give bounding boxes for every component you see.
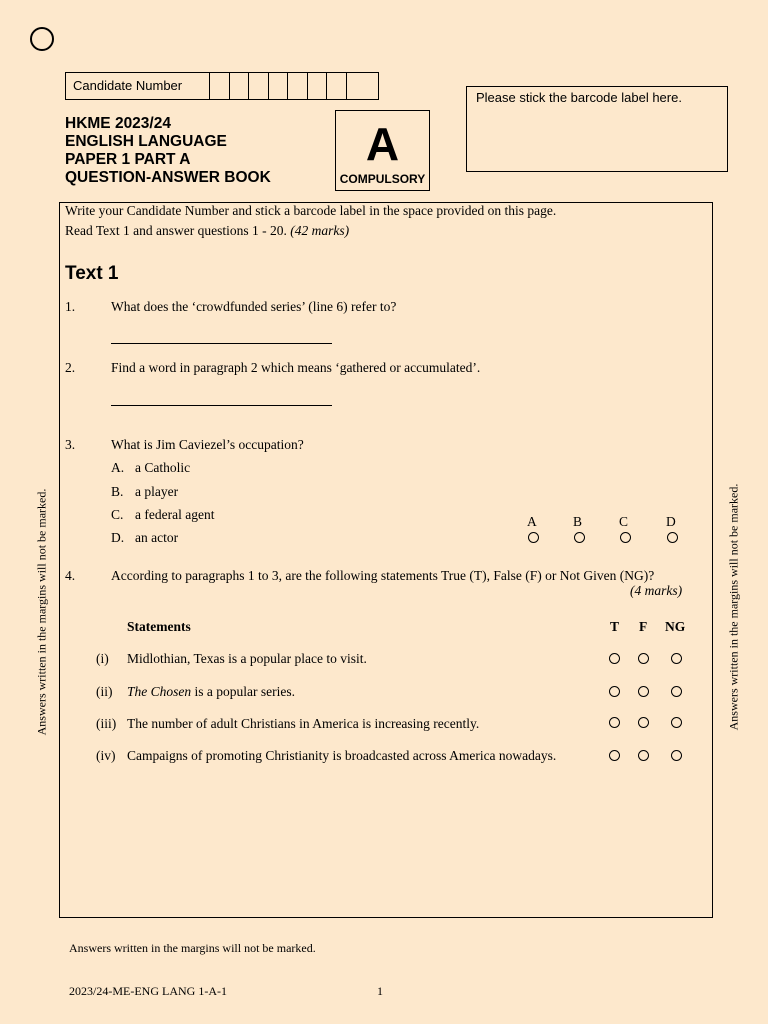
candidate-number-cell[interactable] [347, 73, 367, 99]
statement-numeral: (i) [96, 651, 109, 666]
true-bubble[interactable] [609, 653, 620, 664]
title-line: HKME 2023/24 [65, 115, 171, 132]
question-number: 2. [65, 360, 76, 375]
instruction-line-2: Read Text 1 and answer questions 1 - 20. (42 marks) [65, 223, 350, 238]
question-number: 4. [65, 568, 76, 583]
statement-numeral: (iii) [96, 716, 117, 731]
question-text: What does the ‘crowdfunded series’ (line 6) refer to? [111, 299, 397, 314]
option-letter: D. [111, 530, 125, 545]
column-header-t: T [610, 619, 620, 634]
bubble-letter: D [666, 514, 676, 529]
barcode-label-area [466, 86, 728, 172]
candidate-number-cell[interactable] [327, 73, 347, 99]
total-marks: (42 marks) [290, 223, 350, 238]
question-number: 3. [65, 437, 76, 452]
question-number: 1. [65, 299, 76, 314]
false-bubble[interactable] [638, 750, 649, 761]
answer-bubble[interactable] [574, 532, 585, 543]
footer-paper-code: 2023/24-ME-ENG LANG 1-A-1 [69, 984, 227, 998]
true-bubble[interactable] [609, 717, 620, 728]
option-text: an actor [135, 530, 179, 545]
answer-bubble[interactable] [528, 532, 539, 543]
candidate-number-cell[interactable] [269, 73, 289, 99]
true-bubble[interactable] [609, 750, 620, 761]
statement-numeral: (ii) [96, 684, 113, 699]
answer-line[interactable] [111, 405, 332, 406]
option-letter: B. [111, 484, 124, 499]
question-marks: (4 marks) [630, 583, 683, 598]
registration-circle [30, 27, 54, 51]
question-text: Find a word in paragraph 2 which means ‘gathered or accumulated’. [111, 360, 481, 375]
question-text: According to paragraphs 1 to 3, are the following statements True (T), False (F) or Not Given (NG)? [111, 568, 655, 583]
answer-bubble[interactable] [620, 532, 631, 543]
question-text: What is Jim Caviezel’s occupation? [111, 437, 304, 452]
section-a-box [335, 110, 430, 191]
page-number: 1 [377, 984, 383, 998]
candidate-number-cell[interactable] [230, 73, 250, 99]
title-line: PAPER 1 PART A [65, 151, 191, 168]
title-line: ENGLISH LANGUAGE [65, 133, 227, 150]
candidate-number-cell[interactable] [210, 73, 230, 99]
true-bubble[interactable] [609, 686, 620, 697]
candidate-number-cell[interactable] [288, 73, 308, 99]
answer-bubble[interactable] [667, 532, 678, 543]
answer-line[interactable] [111, 343, 332, 344]
margin-note-right: Answers written in the margins will not be marked. [726, 483, 741, 731]
false-bubble[interactable] [638, 653, 649, 664]
column-header-f: F [639, 619, 648, 634]
title-line: QUESTION-ANSWER BOOK [65, 169, 271, 186]
candidate-number-label: Candidate Number [66, 73, 210, 99]
not-given-bubble[interactable] [671, 686, 682, 697]
statement-text: Midlothian, Texas is a popular place to visit. [127, 651, 367, 666]
column-header-ng: NG [665, 619, 686, 634]
candidate-number-cell[interactable] [308, 73, 328, 99]
section-letter: A [365, 118, 400, 170]
footer-margin-note: Answers written in the margins will not be marked. [69, 941, 316, 955]
margin-note-left: Answers written in the margins will not be marked. [34, 488, 49, 736]
barcode-instruction: Please stick the barcode label here. [476, 90, 682, 105]
option-text: a player [135, 484, 179, 499]
not-given-bubble[interactable] [671, 717, 682, 728]
option-letter: A. [111, 460, 125, 475]
not-given-bubble[interactable] [671, 750, 682, 761]
candidate-number-box [65, 72, 379, 100]
statement-text: The number of adult Christians in America is increasing recently. [127, 716, 480, 731]
statement-text: The Chosen is a popular series. [127, 684, 295, 699]
paper-titles [65, 115, 271, 187]
bubble-letter: A [527, 514, 537, 529]
candidate-number-cell[interactable] [249, 73, 269, 99]
false-bubble[interactable] [638, 717, 649, 728]
false-bubble[interactable] [638, 686, 649, 697]
option-letter: C. [111, 507, 124, 522]
option-text: a Catholic [135, 460, 191, 475]
instruction-line-1: Write your Candidate Number and stick a barcode label in the space provided on this page. [65, 203, 557, 218]
section-label: COMPULSORY [339, 172, 426, 186]
text-heading: Text 1 [65, 263, 119, 284]
statements-header: Statements [127, 619, 191, 634]
bubble-letter: C [619, 514, 629, 529]
option-text: a federal agent [135, 507, 215, 522]
statement-text: Campaigns of promoting Christianity is broadcasted across America nowadays. [127, 748, 557, 763]
not-given-bubble[interactable] [671, 653, 682, 664]
bubble-letter: B [573, 514, 583, 529]
statement-numeral: (iv) [96, 748, 116, 763]
